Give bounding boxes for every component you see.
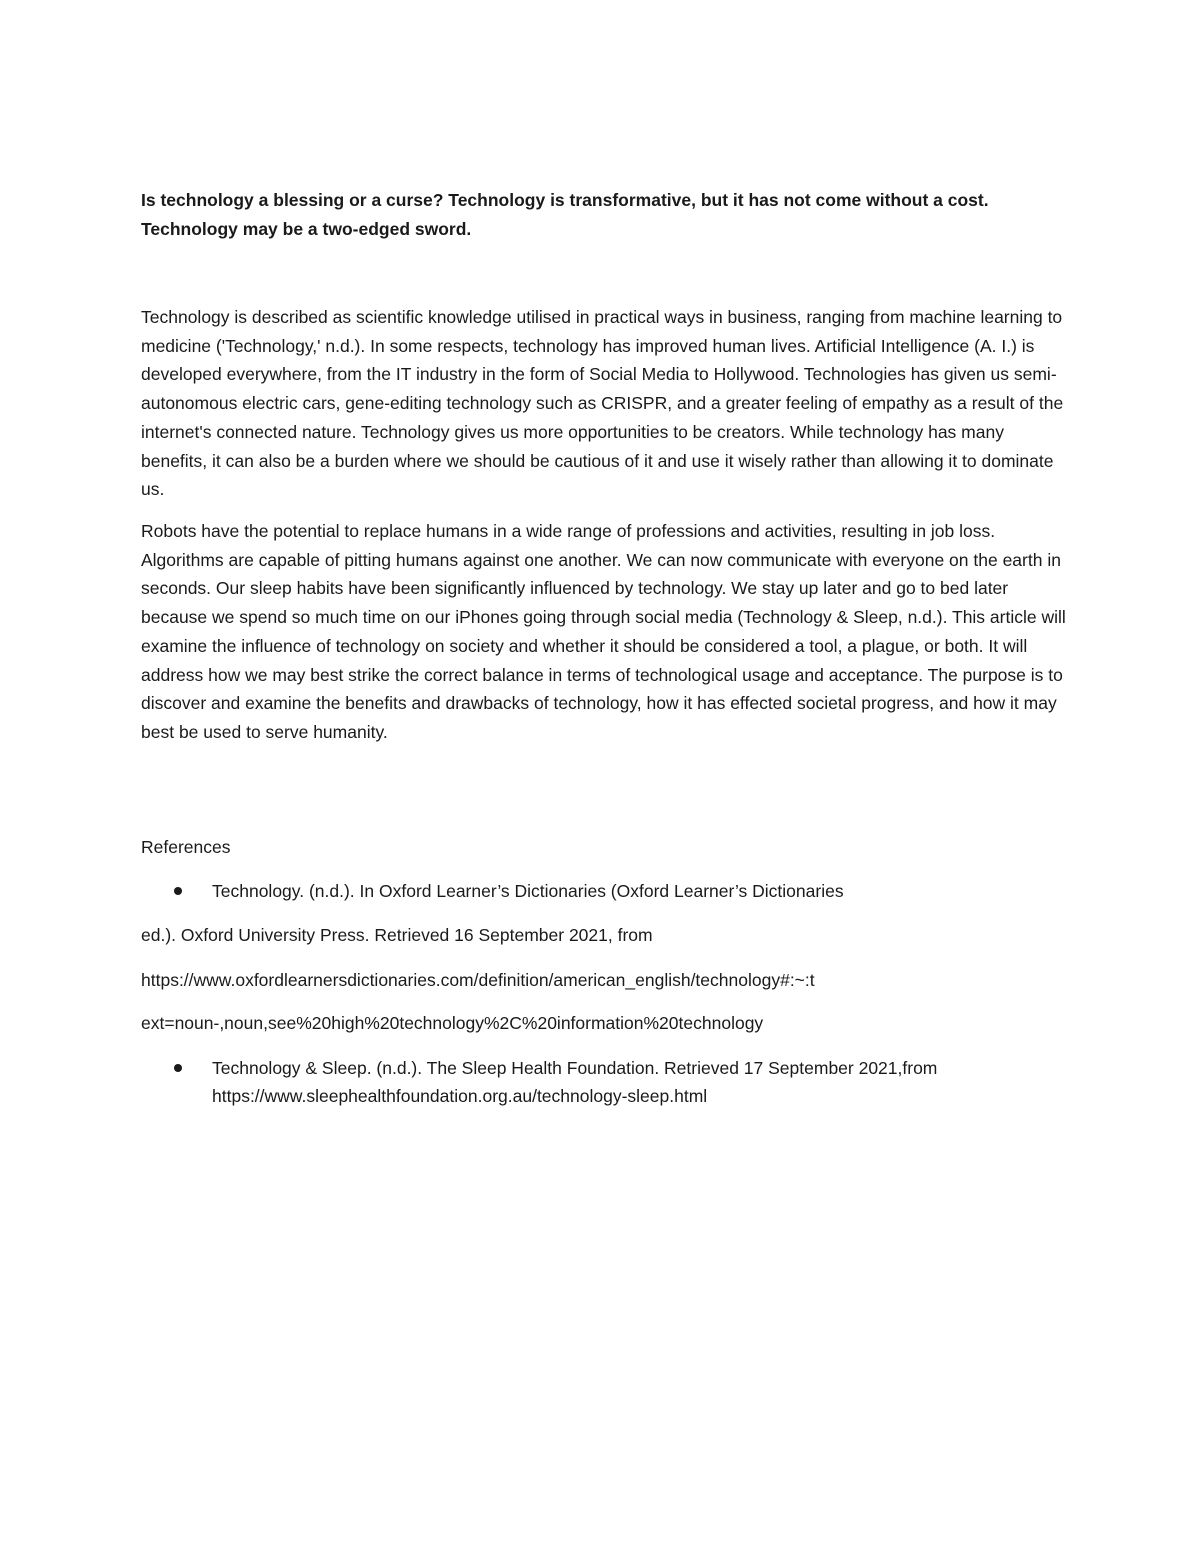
reference-1-line-4: ext=noun-,noun,see%20high%20technology%2C%20information%20technology xyxy=(141,1013,764,1033)
document-title xyxy=(141,186,1061,244)
bullet-icon xyxy=(174,887,182,895)
reference-1-line-3: https://www.oxfordlearnersdictionaries.com/definition/american_english/technology#:~:t xyxy=(141,970,815,990)
reference-2: Technology & Sleep. (n.d.). The Sleep Health Foundation. Retrieved 17 September 2021,from https://www.sleephealthfoundation.org.au/technology-sleep.html xyxy=(212,1058,938,1106)
references-heading: References xyxy=(141,837,231,857)
bullet-icon xyxy=(174,1064,182,1072)
reference-1-line-2: ed.). Oxford University Press. Retrieved 16 September 2021, from xyxy=(141,925,653,945)
reference-1-line-1: Technology. (n.d.). In Oxford Learner’s Dictionaries (Oxford Learner’s Dictionaries xyxy=(212,881,844,901)
title-line-2: Technology may be a two-edged sword. xyxy=(141,219,472,239)
body-paragraph-1: Technology is described as scientific knowledge utilised in practical ways in business, ranging from machine learning to medicine ('Technology,' n.d.). In some respects, technology has improved human lives. Artificial Intelligence (A. I.) is developed everywhere, from the IT industry in the form of Social Media to Hollywood. Technologies has given us semi-autonomous electric cars, gene-editing technology such as CRISPR, and a greater feeling of empathy as a result of the internet's connected nature. Technology gives us more opportunities to be creators. While technology has many benefits, it can also be a burden where we should be cautious of it and use it wisely rather than allowing it to dominate us. xyxy=(141,307,1064,500)
body-paragraph-2: Robots have the potential to replace humans in a wide range of professions and activities, resulting in job loss. Algorithms are capable of pitting humans against one another. We can now communicate with everyone on the earth in seconds. Our sleep habits have been significantly influenced by technology. We stay up later and go to bed later because we spend so much time on our iPhones going through social media (Technology & Sleep, n.d.). This article will examine the influence of technology on society and whether it should be considered a tool, a plague, or both. It will address how we may best strike the correct balance in terms of technological usage and acceptance. The purpose is to discover and examine the benefits and drawbacks of technology, how it has effected societal progress, and how it may best be used to serve humanity. xyxy=(141,521,1066,742)
title-line-1: Is technology a blessing or a curse? Technology is transformative, but it has not come without a cost. xyxy=(141,190,989,210)
